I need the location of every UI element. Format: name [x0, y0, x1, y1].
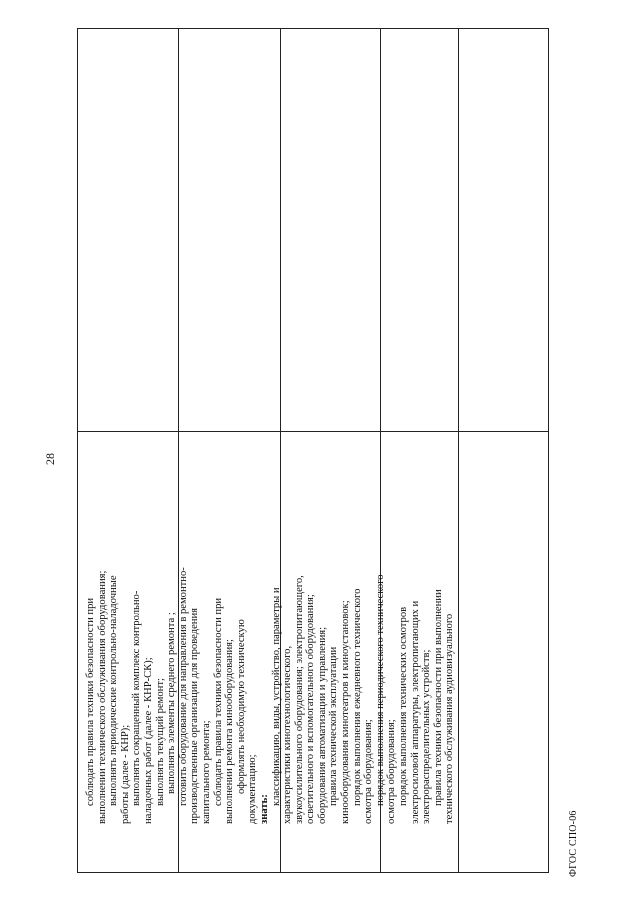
text-line: документацию;: [247, 754, 259, 824]
document-footer: ФГОС СПО-06: [568, 810, 579, 877]
text-line: кинооборудования кинотеатров и киноустановок;: [340, 600, 352, 824]
text-line: порядок выполнения ежедневного технического: [351, 588, 363, 806]
competency-table: [77, 28, 549, 873]
text-line: звукоусилительного оборудования; электропитающего,: [293, 575, 305, 824]
text-line: выполнять текущий ремонт;: [154, 678, 166, 806]
content-cell: [85, 464, 456, 824]
text-line: производственные организации для проведения: [189, 608, 201, 824]
text-line: наладочных работ (далее - КНР-СК);: [142, 657, 154, 824]
text-line: правила технической эксплуатации: [328, 646, 340, 806]
text-line: порядок выполнения периодического технического: [374, 574, 386, 806]
text-line: правила техники безопасности при выполнении: [432, 589, 444, 806]
text-line: оформлять необходимую техническую: [235, 619, 247, 794]
page-number: 28: [43, 453, 57, 465]
text-line: капитального ремонта;: [200, 720, 212, 824]
text-line: выполнять сокращенный комплекс контрольно-: [131, 590, 143, 806]
text-line: выполнении технического обслуживания оборудования;: [96, 570, 108, 824]
table-column-divider: [78, 431, 548, 432]
text-line: порядок выполнения технических осмотров: [398, 606, 410, 806]
text-line: электрораспределительных устройств;: [421, 649, 433, 824]
text-line: выполнять периодические контрольно-наладочные: [108, 575, 120, 806]
text-line: осмотра оборудования;: [386, 719, 398, 824]
text-line: выполнении ремонта кинооборудования;: [224, 639, 236, 824]
section-label: знать:: [258, 794, 270, 824]
text-line: характеристики кинотехнологического,: [282, 645, 294, 824]
text-line: соблюдать правила техники безопасности при: [85, 597, 96, 806]
text-line: технического обслуживания аудиовизуального: [444, 613, 456, 824]
table-row-divider: [458, 29, 459, 872]
text-line: оборудования автоматизации и управления;: [316, 626, 328, 824]
text-line: соблюдать правила техники безопасности при: [212, 597, 224, 806]
text-line: осмотра оборудования;: [363, 719, 375, 824]
text-line: работы (далее - КНР);: [119, 724, 131, 824]
text-line: классификацию, виды, устройство, параметры и: [270, 587, 282, 806]
text-line: осветительного и вспомогательного оборудования;: [305, 594, 317, 824]
text-line: выполнять элементы среднего ремонта ;: [166, 612, 178, 794]
text-line: готовить оборудование для направления в ремонтно-: [177, 567, 189, 806]
text-line: электросиловой аппаратуры, электропитающих и: [409, 600, 421, 824]
